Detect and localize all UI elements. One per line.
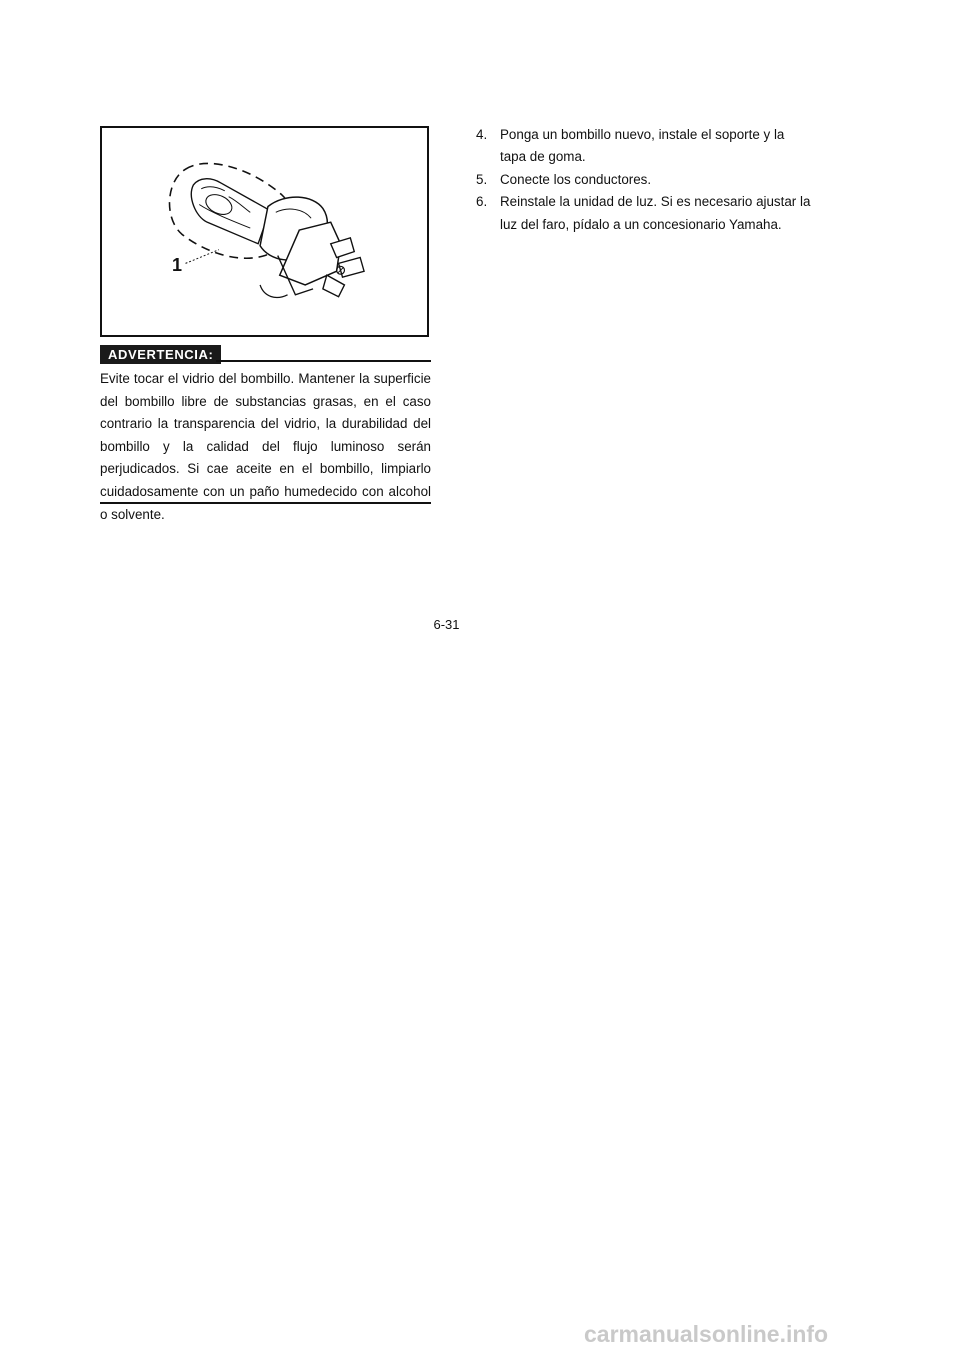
bulb-figure — [100, 126, 429, 337]
step-text: Conecte los conductores. — [500, 171, 652, 187]
warning-top-rule — [216, 360, 431, 362]
warning-text: Evite tocar el vidrio del bombillo. Mantener la superficie del bombillo libre de substancias grasas, en el caso contrario la transparencia del vidrio, la durabilidad del bombillo y la calidad del flujo luminoso serán perjudicados. Si cae aceite en el bombillo, limpiarlo cuidadosamente con un paño humedecido con alcohol o solvente. — [100, 371, 431, 522]
warning-bottom-rule — [100, 502, 431, 504]
page-number: 6-31 — [433, 617, 460, 632]
halogen-bulb-illustration-icon — [102, 128, 427, 335]
step-number: 4. — [476, 127, 488, 142]
step-number: 5. — [476, 171, 488, 187]
step-item — [476, 169, 812, 191]
watermark: carmanualsonline.info — [584, 1321, 829, 1347]
step-text: Ponga un bombillo nuevo, instale el soporte y la tapa de goma. — [500, 127, 785, 165]
step-item — [476, 191, 812, 236]
step-item — [476, 124, 812, 169]
step-text: Reinstale la unidad de luz. Si es necesario ajustar la luz del faro, pídalo a un concesionario Yamaha. — [500, 194, 811, 232]
step-number: 6. — [476, 194, 488, 210]
callout-label: 1 — [172, 255, 183, 275]
instruction-steps — [476, 124, 812, 236]
warning-header — [100, 345, 431, 365]
warning-label: ADVERTENCIA: — [100, 345, 221, 364]
